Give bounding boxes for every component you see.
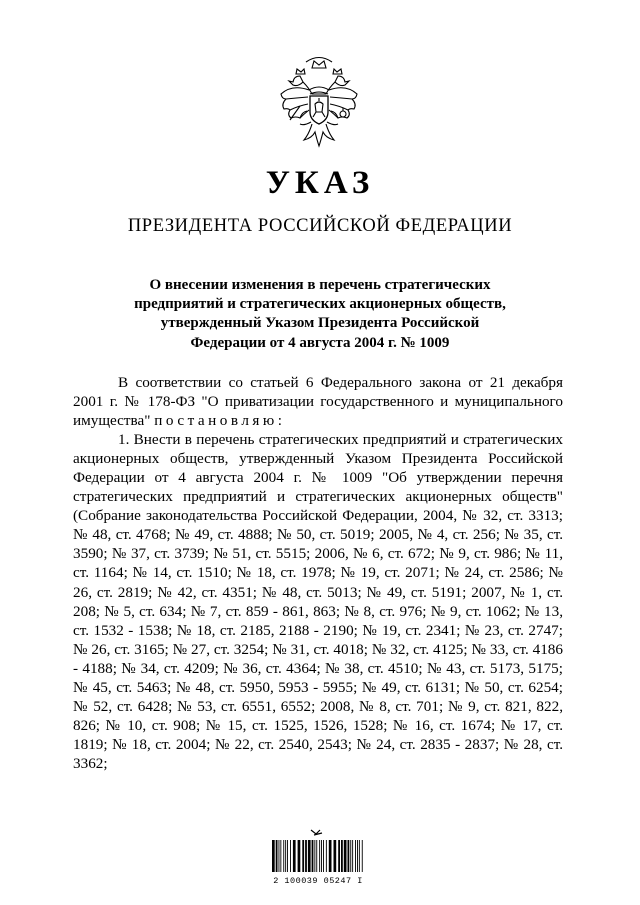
barcode-bar <box>326 840 327 872</box>
barcode-bar <box>293 840 296 872</box>
barcode-bar <box>283 840 284 872</box>
barcode-bar <box>350 840 351 872</box>
barcode-bar <box>352 840 353 872</box>
barcode-bar <box>314 840 315 872</box>
barcode-bar <box>280 840 281 872</box>
barcode-bar <box>359 840 360 872</box>
barcode-bar <box>276 840 278 872</box>
barcode-bar <box>323 840 324 872</box>
barcode-icon <box>264 828 372 874</box>
document-body <box>73 373 563 773</box>
subject-line: О внесении изменения в перечень стратегических <box>149 277 491 293</box>
barcode-bar <box>316 840 317 872</box>
barcode-bar <box>302 840 304 872</box>
barcode-bar <box>319 840 320 872</box>
barcode-bar <box>362 840 363 872</box>
barcode-bar <box>348 840 350 872</box>
barcode-bar <box>272 840 275 872</box>
barcode-bar <box>321 840 322 872</box>
preamble-text: В соответствии со статьей 6 Федерального закона от 21 декабря 2001 г. № 178-ФЗ "О приватизации государственного и муниципального имущества" <box>73 374 563 430</box>
barcode-bar <box>279 840 280 872</box>
document-barcode <box>264 828 372 892</box>
barcode-bar <box>305 840 307 872</box>
barcode-number: 2 100039 05247 I <box>273 876 363 886</box>
barcode-bar <box>290 840 291 872</box>
decree-word: постановляю: <box>154 412 286 430</box>
document-type-title: УКАЗ <box>265 165 375 201</box>
barcode-bar <box>341 840 343 872</box>
subject-line: Федерации от 4 августа 2004 г. № 1009 <box>190 334 450 351</box>
barcode-bar <box>308 840 311 872</box>
document-subject <box>120 276 520 353</box>
barcode-bar <box>357 840 358 872</box>
barcode-bar <box>287 840 288 872</box>
barcode-bar <box>344 840 347 872</box>
barcode-bar <box>312 840 314 872</box>
barcode-bar <box>338 840 340 872</box>
item-1-paragraph: 1. Внести в перечень стратегических предприятий и стратегических акционерных обществ, утвержденный Указом Президента Российской Федерации от 4 августа 2004 г. № 1009 "Об утверждении перечня стратегических предприятий и стратегических акционерных обществ" (Собрание законодательства Российской Федерации, 2004, № 32, ст. 3313; № 48, ст. 4768; № 49, ст. 4888; № 50, ст. 5019; 2005, № 4, ст. 256; № 35, ст. 3590; № 37, ст. 3739; № 51, ст. 5515; 2006, № 6, ст. 672; № 9, ст. 986; № 11, ст. 1164; № 14, ст. 1510; № 18, ст. 1978; № 19, ст. 2071; № 24, ст. 2586; № 26, ст. 2819; № 42, ст. 4351; № 48, ст. 5013; № 49, ст. 5191; 2007, № 1, ст. 208; № 5, ст. 634; № 7, ст. 859 - 861, 863; № 8, ст. 976; № 9, ст. 1062; № 13, ст. 1532 - 1538; № 18, ст. 2185, 2188 - 2190; № 19, ст. 2341; № 23, ст. 2747; № 26, ст. 3165; № 27, ст. 3254; № 31, ст. 4018; № 32, ст. 4125; № 33, ст. 4186 - 4188; № 34, ст. 4209; № 36, ст. 4364; № 38, ст. 4510; № 43, ст. 5173, 5175; № 45, ст. 5463; № 48, ст. 5950, 5953 - 5955; № 49, ст. 6131; № 50, ст. 6254; № 52, ст. 6428; № 53, ст. 6551, 6552; 2008, № 8, ст. 701; № 9, ст. 821, 822, 826; № 10, ст. 908; № 15, ст. 1525, 1526, 1528; № 16, ст. 1674; № 17, ст. 1819; № 18, ст. 2004; № 22, ст. 2540, 2543; № 24, ст. 2835 - 2837; № 28, ст. 3362; <box>73 431 563 772</box>
barcode-bar <box>329 840 332 872</box>
preamble-paragraph <box>73 373 563 430</box>
barcode-bar <box>355 840 356 872</box>
document-issuer: ПРЕЗИДЕНТА РОССИЙСКОЙ ФЕДЕРАЦИИ <box>127 216 513 236</box>
russian-coat-of-arms-icon <box>276 54 362 152</box>
barcode-bar <box>298 840 301 872</box>
subject-line: предприятий и стратегических акционерных обществ, <box>134 296 506 313</box>
barcode-bar <box>285 840 286 872</box>
subject-line: утвержденный Указом Президента Российской <box>160 315 480 332</box>
barcode-bar <box>334 840 337 872</box>
